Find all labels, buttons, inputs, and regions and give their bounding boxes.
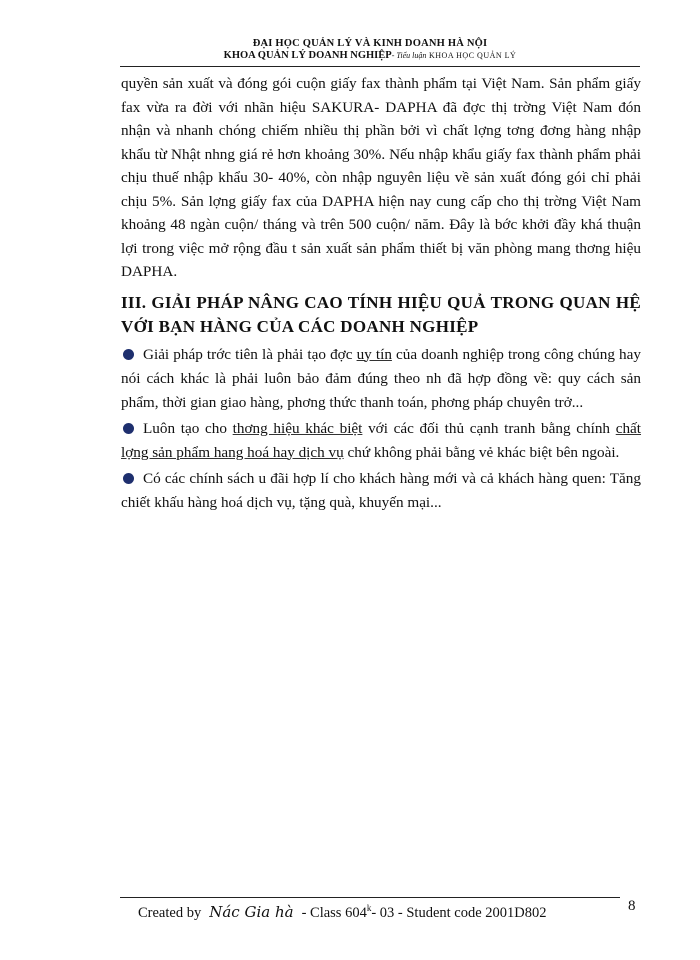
bullet-item-3: Có các chính sách u đãi hợp lí cho khách hàng mới và cả khách hàng quen: Tăng chiết khấu hàng hoá dịch vụ, tặng quà, khuyến mại...	[121, 469, 641, 511]
page-header	[120, 38, 620, 62]
created-by-label: Created by	[138, 905, 202, 921]
underlined-phrase: thơng hiệu khác biệt	[232, 419, 363, 437]
student-code: - 03 - Student code 2001D802	[371, 905, 547, 921]
document-body	[121, 72, 641, 517]
author-signature: Nác Gia hà	[209, 903, 294, 921]
bullet-item-2: Luôn tạo cho thơng hiệu khác biệt với các đối thủ cạnh tranh bằng chính chất lợng sản phẩm hang hoá hay dịch vụ chứ không phải bằng vẻ khác biệt bên ngoài.	[121, 419, 642, 461]
paragraph-1: quyền sản xuất và đóng gói cuộn giấy fax thành phẩm tại Việt Nam. Sản phẩm giấy fax vừa ra đời với nhãn hiệu SAKURA- DAPHA đã đợc thị trờng Việt Nam đón nhận và nhanh chóng chiếm nhiều thị phần bởi vì chất lợng tơng đơng hàng nhập khẩu từ Nhật nhng giá rẻ hơn khoảng 30%. Nếu nhập khẩu giấy fax thành phẩm phải chịu thuế nhập khẩu 30- 40%, còn nhập nguyên liệu về sản xuất đóng gói chỉ phải chịu 5%. Sản lợng giấy fax của DAPHA hiện nay cung cấp cho thị trờng Việt Nam khoảng 48 ngàn cuộn/ tháng và trên 500 cuộn/ năm. Đây là bớc khởi đầy khá thuận lợi trong việc mở rộng đầu t sản xuất sản phẩm thiết bị văn phòng mang thơng hiệu DAPHA.	[121, 75, 641, 280]
header-divider	[120, 66, 640, 67]
footer-divider	[120, 897, 620, 898]
faculty-name: KHOA QUẢN LÝ DOANH NGHIỆP	[223, 50, 392, 61]
underlined-phrase: chất lợng sản phẩm hang hoá hay dịch vụ	[121, 419, 642, 461]
bullet-item-1: Giải pháp trớc tiên là phải tạo đợc uy tín của doanh nghiệp trong công chúng hay nói cách khác là phải luôn bảo đảm đúng theo nh đã hợp đồng về: quy cách sản phẩm, thời gian giao hàng, phơng thức thanh toán, phơng pháp chuyên trở...	[121, 345, 641, 411]
bullet-dot-icon	[123, 349, 134, 360]
header-stamp: KHOA HỌC QUẢN LÝ	[428, 51, 517, 60]
class-label: - Class 604	[301, 905, 367, 921]
section-title: III. GIẢI PHÁP NÂNG CAO TÍNH HIỆU QUẢ TRONG QUAN HỆ VỚI BẠN HÀNG CỦA CÁC DOANH NGHIỆP	[121, 292, 641, 336]
faculty-line	[120, 50, 620, 62]
bullet-dot-icon	[123, 423, 134, 434]
underlined-phrase: uy tín	[356, 345, 392, 363]
page-footer	[138, 903, 547, 922]
page-number: 8	[628, 898, 636, 914]
class-superscript: k	[366, 903, 372, 914]
header-note: - Tiểu luận	[391, 51, 427, 60]
university-name: ĐẠI HỌC QUẢN LÝ VÀ KINH DOANH HÀ NỘI	[252, 38, 488, 49]
bullet-dot-icon	[123, 473, 134, 484]
